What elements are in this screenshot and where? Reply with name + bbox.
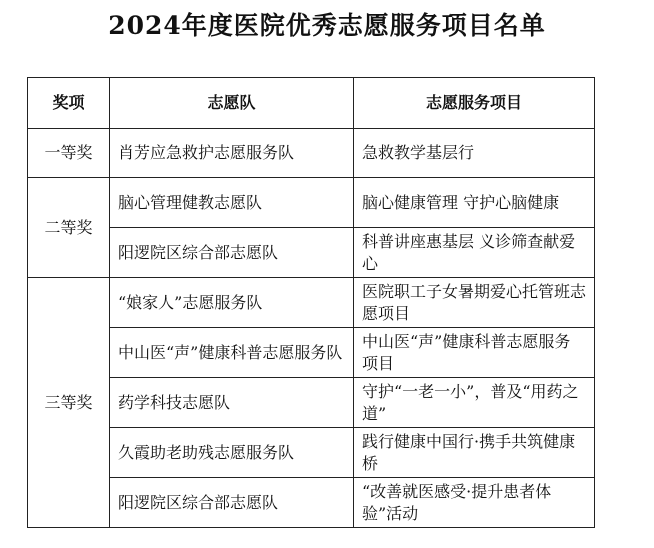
team-cell: “娘家人”志愿服务队 [110, 278, 354, 328]
header-project: 志愿服务项目 [354, 78, 595, 129]
team-cell: 肖芳应急救护志愿服务队 [110, 129, 354, 178]
team-cell: 药学科技志愿队 [110, 378, 354, 428]
table-row [28, 378, 595, 428]
table-row [28, 129, 595, 178]
table-row [28, 278, 595, 328]
team-cell: 脑心管理健教志愿队 [110, 178, 354, 228]
project-cell: 守护“一老一小”，普及“用药之道” [354, 378, 595, 428]
table-row [28, 228, 595, 278]
award-cell-second-prize: 二等奖 [28, 178, 110, 278]
table-row [28, 428, 595, 478]
project-cell: 医院职工子女暑期爱心托管班志愿项目 [354, 278, 595, 328]
table-row [28, 328, 595, 378]
page-title: 2024年度医院优秀志愿服务项目名单 [108, 11, 546, 40]
project-cell: 科普讲座惠基层 义诊筛查献爱心 [354, 228, 595, 278]
project-cell: 践行健康中国行·携手共筑健康桥 [354, 428, 595, 478]
header-team: 志愿队 [110, 78, 354, 129]
team-cell: 中山医“声”健康科普志愿服务队 [110, 328, 354, 378]
team-cell: 阳逻院区综合部志愿队 [110, 478, 354, 528]
table-header-row [28, 78, 595, 129]
team-cell: 阳逻院区综合部志愿队 [110, 228, 354, 278]
project-cell: 中山医“声”健康科普志愿服务项目 [354, 328, 595, 378]
award-list-table [27, 77, 595, 528]
project-cell: 急救教学基层行 [354, 129, 595, 178]
project-cell: 脑心健康管理 守护心脑健康 [354, 178, 595, 228]
header-award: 奖项 [28, 78, 110, 129]
table-row [28, 478, 595, 528]
team-cell: 久霞助老助残志愿服务队 [110, 428, 354, 478]
project-cell: “改善就医感受·提升患者体验”活动 [354, 478, 595, 528]
award-cell-first-prize: 一等奖 [28, 129, 110, 178]
award-cell-third-prize: 三等奖 [28, 278, 110, 528]
table-row [28, 178, 595, 228]
